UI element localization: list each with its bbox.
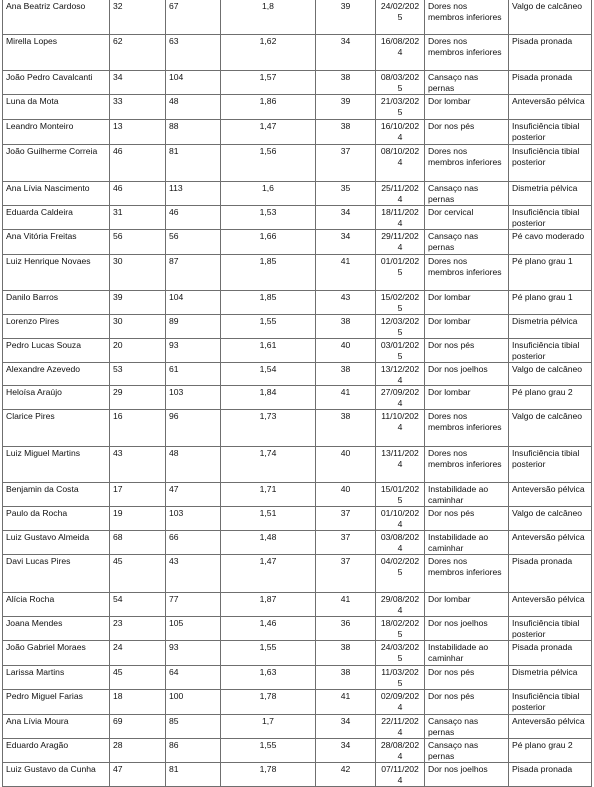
complaint-cell: Dor lombar — [425, 593, 509, 617]
height-cell: 1,66 — [221, 229, 316, 254]
date-cell: 01/01/2025 — [376, 254, 425, 290]
diagnosis-cell: Insuficiência tibial posterior — [509, 617, 592, 641]
shoe-size-cell: 41 — [316, 689, 376, 714]
patient-name-cell: Larissa Martins — [3, 666, 110, 690]
age-cell: 47 — [110, 762, 166, 786]
complaint-cell: Dor nos joelhos — [425, 617, 509, 641]
table-row — [3, 119, 592, 144]
shoe-size-cell: 37 — [316, 507, 376, 531]
weight-cell: 46 — [166, 205, 221, 229]
diagnosis-cell: Valgo de calcâneo — [509, 0, 592, 35]
shoe-size-cell: 38 — [316, 71, 376, 95]
patient-name-cell: Joana Mendes — [3, 617, 110, 641]
complaint-cell: Dor lombar — [425, 314, 509, 338]
date-cell: 28/08/2024 — [376, 738, 425, 762]
weight-cell: 81 — [166, 762, 221, 786]
patient-name-cell: Ana Beatriz Cardoso — [3, 0, 110, 35]
age-cell: 16 — [110, 410, 166, 447]
weight-cell: 87 — [166, 254, 221, 290]
complaint-cell: Cansaço nas pernas — [425, 738, 509, 762]
date-cell: 21/03/2025 — [376, 94, 425, 119]
shoe-size-cell: 38 — [316, 641, 376, 666]
date-cell: 03/08/2024 — [376, 531, 425, 555]
height-cell: 1,48 — [221, 531, 316, 555]
table-row — [3, 410, 592, 447]
weight-cell: 77 — [166, 593, 221, 617]
age-cell: 43 — [110, 447, 166, 483]
height-cell: 1,47 — [221, 555, 316, 593]
date-cell: 29/08/2024 — [376, 593, 425, 617]
diagnosis-cell: Pé plano grau 1 — [509, 254, 592, 290]
patient-name-cell: Alícia Rocha — [3, 593, 110, 617]
height-cell: 1,54 — [221, 362, 316, 386]
weight-cell: 56 — [166, 229, 221, 254]
weight-cell: 43 — [166, 555, 221, 593]
height-cell: 1,55 — [221, 641, 316, 666]
diagnosis-cell: Anteversão pélvica — [509, 593, 592, 617]
date-cell: 13/11/2024 — [376, 447, 425, 483]
shoe-size-cell: 42 — [316, 762, 376, 786]
shoe-size-cell: 38 — [316, 362, 376, 386]
age-cell: 54 — [110, 593, 166, 617]
complaint-cell: Dor nos pés — [425, 666, 509, 690]
table-row — [3, 555, 592, 593]
patient-name-cell: Eduardo Aragão — [3, 738, 110, 762]
diagnosis-cell: Pisada pronada — [509, 71, 592, 95]
height-cell: 1,57 — [221, 71, 316, 95]
diagnosis-cell: Pisada pronada — [509, 762, 592, 786]
table-row — [3, 641, 592, 666]
table-row — [3, 689, 592, 714]
complaint-cell: Cansaço nas pernas — [425, 181, 509, 205]
height-cell: 1,47 — [221, 119, 316, 144]
shoe-size-cell: 34 — [316, 738, 376, 762]
patient-name-cell: Lorenzo Pires — [3, 314, 110, 338]
height-cell: 1,85 — [221, 254, 316, 290]
patient-name-cell: Heloísa Araújo — [3, 386, 110, 410]
diagnosis-cell: Insuficiência tibial posterior — [509, 144, 592, 181]
shoe-size-cell: 34 — [316, 229, 376, 254]
patient-name-cell: Mirella Lopes — [3, 35, 110, 71]
shoe-size-cell: 35 — [316, 181, 376, 205]
height-cell: 1,62 — [221, 35, 316, 71]
complaint-cell: Dor lombar — [425, 290, 509, 314]
diagnosis-cell: Insuficiência tibial posterior — [509, 119, 592, 144]
complaint-cell: Dor lombar — [425, 94, 509, 119]
age-cell: 28 — [110, 738, 166, 762]
patient-table-body — [3, 0, 592, 786]
height-cell: 1,56 — [221, 144, 316, 181]
diagnosis-cell: Valgo de calcâneo — [509, 362, 592, 386]
date-cell: 08/03/2025 — [376, 71, 425, 95]
patient-name-cell: Ana Lívia Nascimento — [3, 181, 110, 205]
weight-cell: 85 — [166, 714, 221, 738]
date-cell: 15/01/2025 — [376, 483, 425, 507]
age-cell: 46 — [110, 144, 166, 181]
complaint-cell: Cansaço nas pernas — [425, 229, 509, 254]
table-row — [3, 714, 592, 738]
patient-name-cell: Paulo da Rocha — [3, 507, 110, 531]
shoe-size-cell: 39 — [316, 94, 376, 119]
table-row — [3, 35, 592, 71]
diagnosis-cell: Dismetria pélvica — [509, 666, 592, 690]
complaint-cell: Dor nos pés — [425, 338, 509, 362]
complaint-cell: Dor nos joelhos — [425, 762, 509, 786]
shoe-size-cell: 41 — [316, 254, 376, 290]
weight-cell: 63 — [166, 35, 221, 71]
patient-name-cell: Luna da Mota — [3, 94, 110, 119]
table-row — [3, 666, 592, 690]
shoe-size-cell: 34 — [316, 35, 376, 71]
complaint-cell: Dor nos pés — [425, 507, 509, 531]
diagnosis-cell: Valgo de calcâneo — [509, 507, 592, 531]
date-cell: 02/09/2024 — [376, 689, 425, 714]
patient-name-cell: Davi Lucas Pires — [3, 555, 110, 593]
height-cell: 1,78 — [221, 689, 316, 714]
weight-cell: 67 — [166, 0, 221, 35]
date-cell: 03/01/2025 — [376, 338, 425, 362]
diagnosis-cell: Insuficiência tibial posterior — [509, 338, 592, 362]
age-cell: 33 — [110, 94, 166, 119]
table-row — [3, 386, 592, 410]
patient-name-cell: Benjamin da Costa — [3, 483, 110, 507]
date-cell: 11/10/2024 — [376, 410, 425, 447]
patient-name-cell: Pedro Lucas Souza — [3, 338, 110, 362]
complaint-cell: Dores nos membros inferiores — [425, 0, 509, 35]
shoe-size-cell: 37 — [316, 144, 376, 181]
date-cell: 29/11/2024 — [376, 229, 425, 254]
complaint-cell: Dores nos membros inferiores — [425, 254, 509, 290]
weight-cell: 103 — [166, 507, 221, 531]
date-cell: 01/10/2024 — [376, 507, 425, 531]
diagnosis-cell: Valgo de calcâneo — [509, 410, 592, 447]
weight-cell: 103 — [166, 386, 221, 410]
height-cell: 1,71 — [221, 483, 316, 507]
complaint-cell: Dores nos membros inferiores — [425, 410, 509, 447]
age-cell: 56 — [110, 229, 166, 254]
shoe-size-cell: 40 — [316, 483, 376, 507]
patient-name-cell: Leandro Monteiro — [3, 119, 110, 144]
age-cell: 29 — [110, 386, 166, 410]
height-cell: 1,74 — [221, 447, 316, 483]
shoe-size-cell: 40 — [316, 447, 376, 483]
shoe-size-cell: 38 — [316, 666, 376, 690]
weight-cell: 81 — [166, 144, 221, 181]
table-row — [3, 738, 592, 762]
date-cell: 18/11/2024 — [376, 205, 425, 229]
diagnosis-cell: Pé plano grau 2 — [509, 738, 592, 762]
age-cell: 30 — [110, 254, 166, 290]
complaint-cell: Cansaço nas pernas — [425, 71, 509, 95]
patient-name-cell: João Pedro Cavalcanti — [3, 71, 110, 95]
age-cell: 23 — [110, 617, 166, 641]
weight-cell: 96 — [166, 410, 221, 447]
patient-name-cell: João Gabriel Moraes — [3, 641, 110, 666]
diagnosis-cell: Pé plano grau 1 — [509, 290, 592, 314]
age-cell: 53 — [110, 362, 166, 386]
table-row — [3, 362, 592, 386]
weight-cell: 89 — [166, 314, 221, 338]
diagnosis-cell: Insuficiência tibial posterior — [509, 689, 592, 714]
diagnosis-cell: Pé plano grau 2 — [509, 386, 592, 410]
weight-cell: 93 — [166, 641, 221, 666]
diagnosis-cell: Dismetria pélvica — [509, 314, 592, 338]
table-row — [3, 617, 592, 641]
age-cell: 18 — [110, 689, 166, 714]
height-cell: 1,78 — [221, 762, 316, 786]
age-cell: 45 — [110, 666, 166, 690]
weight-cell: 66 — [166, 531, 221, 555]
table-row — [3, 593, 592, 617]
weight-cell: 86 — [166, 738, 221, 762]
date-cell: 04/02/2025 — [376, 555, 425, 593]
complaint-cell: Cansaço nas pernas — [425, 714, 509, 738]
date-cell: 08/10/2024 — [376, 144, 425, 181]
diagnosis-cell: Pisada pronada — [509, 555, 592, 593]
height-cell: 1,86 — [221, 94, 316, 119]
shoe-size-cell: 39 — [316, 0, 376, 35]
height-cell: 1,7 — [221, 714, 316, 738]
shoe-size-cell: 38 — [316, 119, 376, 144]
height-cell: 1,87 — [221, 593, 316, 617]
table-row — [3, 314, 592, 338]
table-row — [3, 483, 592, 507]
height-cell: 1,53 — [221, 205, 316, 229]
complaint-cell: Dores nos membros inferiores — [425, 447, 509, 483]
age-cell: 68 — [110, 531, 166, 555]
age-cell: 69 — [110, 714, 166, 738]
diagnosis-cell: Insuficiência tibial posterior — [509, 205, 592, 229]
table-row — [3, 94, 592, 119]
date-cell: 15/02/2025 — [376, 290, 425, 314]
age-cell: 62 — [110, 35, 166, 71]
table-row — [3, 531, 592, 555]
weight-cell: 113 — [166, 181, 221, 205]
height-cell: 1,8 — [221, 0, 316, 35]
table-row — [3, 447, 592, 483]
patient-name-cell: Luiz Gustavo da Cunha — [3, 762, 110, 786]
patient-name-cell: João Guilherme Correia — [3, 144, 110, 181]
date-cell: 13/12/2024 — [376, 362, 425, 386]
diagnosis-cell: Pé cavo moderado — [509, 229, 592, 254]
age-cell: 17 — [110, 483, 166, 507]
shoe-size-cell: 41 — [316, 593, 376, 617]
patient-name-cell: Ana Lívia Moura — [3, 714, 110, 738]
diagnosis-cell: Anteversão pélvica — [509, 483, 592, 507]
weight-cell: 48 — [166, 94, 221, 119]
date-cell: 07/11/2024 — [376, 762, 425, 786]
weight-cell: 104 — [166, 290, 221, 314]
age-cell: 34 — [110, 71, 166, 95]
patient-name-cell: Ana Vitória Freitas — [3, 229, 110, 254]
table-row — [3, 762, 592, 786]
shoe-size-cell: 37 — [316, 531, 376, 555]
patient-name-cell: Luiz Henrique Novaes — [3, 254, 110, 290]
shoe-size-cell: 34 — [316, 205, 376, 229]
weight-cell: 47 — [166, 483, 221, 507]
height-cell: 1,73 — [221, 410, 316, 447]
age-cell: 32 — [110, 0, 166, 35]
diagnosis-cell: Pisada pronada — [509, 35, 592, 71]
complaint-cell: Dor lombar — [425, 386, 509, 410]
shoe-size-cell: 40 — [316, 338, 376, 362]
date-cell: 27/09/2024 — [376, 386, 425, 410]
patient-name-cell: Pedro Miguel Farias — [3, 689, 110, 714]
diagnosis-cell: Anteversão pélvica — [509, 94, 592, 119]
table-row — [3, 144, 592, 181]
weight-cell: 88 — [166, 119, 221, 144]
table-row — [3, 338, 592, 362]
shoe-size-cell: 36 — [316, 617, 376, 641]
complaint-cell: Instabilidade ao caminhar — [425, 641, 509, 666]
weight-cell: 100 — [166, 689, 221, 714]
height-cell: 1,46 — [221, 617, 316, 641]
height-cell: 1,85 — [221, 290, 316, 314]
age-cell: 13 — [110, 119, 166, 144]
date-cell: 12/03/2025 — [376, 314, 425, 338]
diagnosis-cell: Anteversão pélvica — [509, 531, 592, 555]
height-cell: 1,55 — [221, 738, 316, 762]
date-cell: 16/10/2024 — [376, 119, 425, 144]
patient-name-cell: Luiz Gustavo Almeida — [3, 531, 110, 555]
date-cell: 16/08/2024 — [376, 35, 425, 71]
complaint-cell: Instabilidade ao caminhar — [425, 483, 509, 507]
weight-cell: 105 — [166, 617, 221, 641]
table-row — [3, 205, 592, 229]
diagnosis-cell: Pisada pronada — [509, 641, 592, 666]
height-cell: 1,55 — [221, 314, 316, 338]
complaint-cell: Dor nos pés — [425, 119, 509, 144]
age-cell: 24 — [110, 641, 166, 666]
height-cell: 1,61 — [221, 338, 316, 362]
age-cell: 20 — [110, 338, 166, 362]
patient-table — [2, 0, 592, 787]
shoe-size-cell: 34 — [316, 714, 376, 738]
date-cell: 24/02/2025 — [376, 0, 425, 35]
age-cell: 46 — [110, 181, 166, 205]
table-row — [3, 181, 592, 205]
weight-cell: 61 — [166, 362, 221, 386]
diagnosis-cell: Dismetria pélvica — [509, 181, 592, 205]
age-cell: 30 — [110, 314, 166, 338]
table-row — [3, 229, 592, 254]
shoe-size-cell: 41 — [316, 386, 376, 410]
shoe-size-cell: 38 — [316, 314, 376, 338]
age-cell: 31 — [110, 205, 166, 229]
patient-name-cell: Clarice Pires — [3, 410, 110, 447]
age-cell: 19 — [110, 507, 166, 531]
height-cell: 1,84 — [221, 386, 316, 410]
shoe-size-cell: 43 — [316, 290, 376, 314]
shoe-size-cell: 37 — [316, 555, 376, 593]
complaint-cell: Instabilidade ao caminhar — [425, 531, 509, 555]
age-cell: 39 — [110, 290, 166, 314]
date-cell: 18/02/2025 — [376, 617, 425, 641]
height-cell: 1,6 — [221, 181, 316, 205]
height-cell: 1,63 — [221, 666, 316, 690]
table-row — [3, 254, 592, 290]
complaint-cell: Dor nos pés — [425, 689, 509, 714]
weight-cell: 93 — [166, 338, 221, 362]
diagnosis-cell: Anteversão pélvica — [509, 714, 592, 738]
complaint-cell: Dores nos membros inferiores — [425, 35, 509, 71]
patient-name-cell: Danilo Barros — [3, 290, 110, 314]
diagnosis-cell: Insuficiência tibial posterior — [509, 447, 592, 483]
weight-cell: 48 — [166, 447, 221, 483]
patient-name-cell: Alexandre Azevedo — [3, 362, 110, 386]
weight-cell: 64 — [166, 666, 221, 690]
table-row — [3, 71, 592, 95]
age-cell: 45 — [110, 555, 166, 593]
patient-name-cell: Luiz Miguel Martins — [3, 447, 110, 483]
table-row — [3, 0, 592, 35]
complaint-cell: Dor cervical — [425, 205, 509, 229]
table-row — [3, 507, 592, 531]
date-cell: 25/11/2024 — [376, 181, 425, 205]
date-cell: 22/11/2024 — [376, 714, 425, 738]
weight-cell: 104 — [166, 71, 221, 95]
complaint-cell: Dores nos membros inferiores — [425, 555, 509, 593]
table-row — [3, 290, 592, 314]
height-cell: 1,51 — [221, 507, 316, 531]
date-cell: 24/03/2025 — [376, 641, 425, 666]
complaint-cell: Dor nos joelhos — [425, 362, 509, 386]
complaint-cell: Dores nos membros inferiores — [425, 144, 509, 181]
date-cell: 11/03/2025 — [376, 666, 425, 690]
patient-name-cell: Eduarda Caldeira — [3, 205, 110, 229]
shoe-size-cell: 38 — [316, 410, 376, 447]
